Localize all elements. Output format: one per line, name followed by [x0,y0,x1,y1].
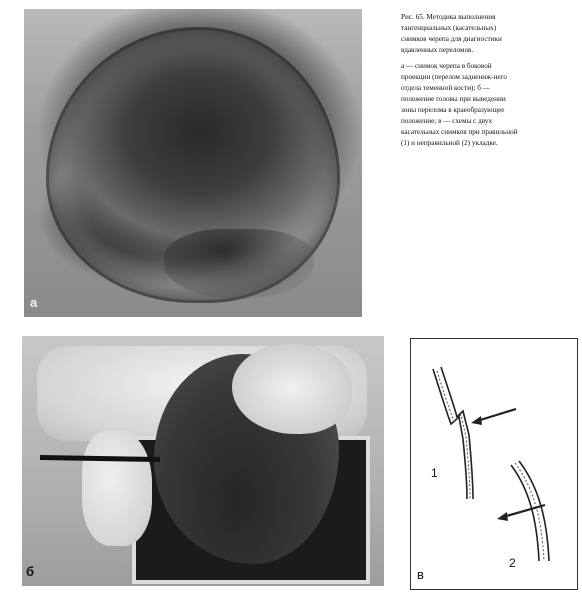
scheme-1-correct [431,367,516,499]
arrow-2-head [497,512,508,521]
caption-body: а — снимок черепа в боковой проекции (перелом заднениж-него отдела теменной кости); б — положение головы при выведении зоны перелома в краеобразующее положение; в — схемы с двух касательных снимков при правильной (1) и неправильной (2) укладке. [401,62,518,147]
pointer-rod [40,455,160,462]
panel-a-skull-xray [24,9,362,317]
panel-label-b: б [26,564,35,579]
figure-caption [401,12,519,149]
panel-c-tangential-schemes [410,338,578,590]
scheme-2-incorrect [497,461,549,570]
caption-title: Рис. 65. Методика выполнения тангенциальных (касательных) снимков черепа для диагностики вдавленных переломов. [401,13,502,54]
panel-label-a: а [30,295,38,310]
diagram-svg [411,339,577,589]
patient-face [232,344,352,434]
patient-hand [82,431,152,546]
panel-label-c: в [417,567,424,582]
scheme-2-marker: 2 [509,556,516,570]
arrow-1-head [471,416,482,425]
scheme-1-marker: 1 [431,466,438,480]
panel-b-head-positioning-photo [22,336,384,586]
skull-base-shadow [164,229,314,299]
arrow-1-shaft [477,409,516,421]
